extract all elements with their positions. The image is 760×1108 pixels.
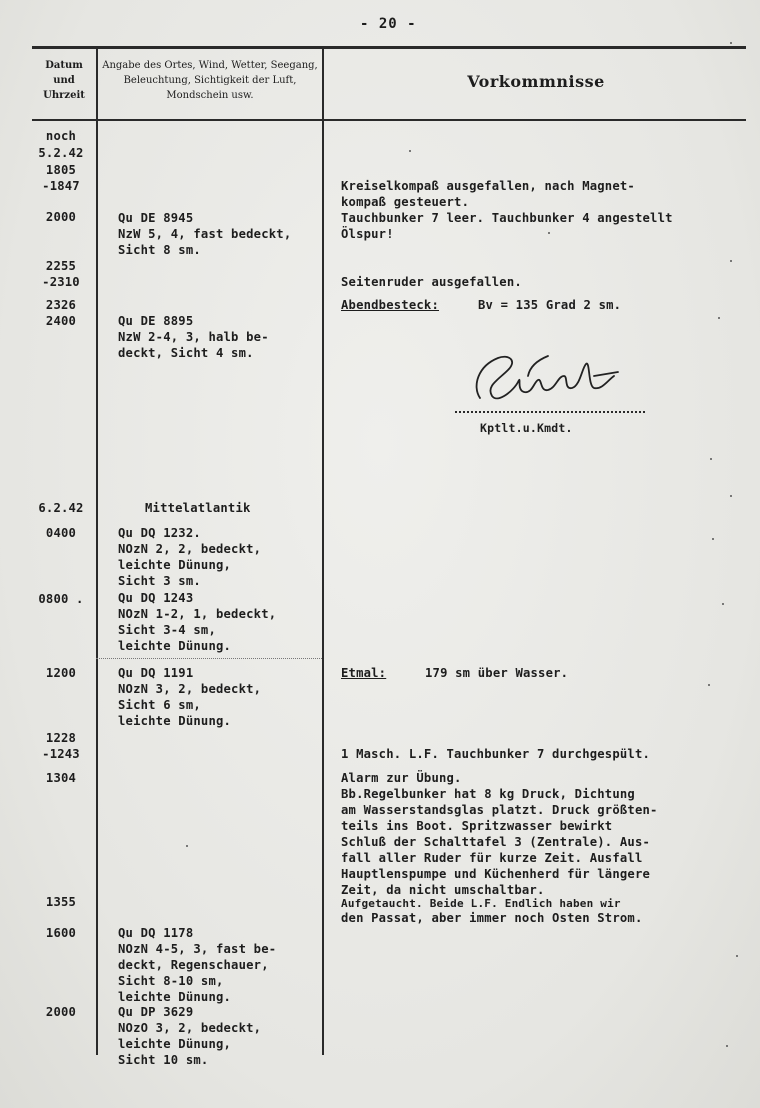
position-entry: Sicht 10 sm. xyxy=(118,1053,209,1067)
signatory-title: Kptlt.u.Kmdt. xyxy=(480,421,573,435)
scan-speck xyxy=(736,955,738,957)
position-entry: deckt, Sicht 4 sm. xyxy=(118,346,254,360)
position-entry: Sicht 3-4 sm, xyxy=(118,623,216,637)
scan-speck xyxy=(730,495,732,497)
evening-fix-label: Abendbesteck: xyxy=(341,298,439,312)
event-line: kompaß gesteuert. xyxy=(341,195,470,209)
position-entry: Qu DQ 1191 xyxy=(118,666,194,680)
signature-line xyxy=(455,411,645,413)
datetime-entry: 0800 . xyxy=(38,592,84,606)
event-line: Kreiselkompaß ausgefallen, nach Magnet- xyxy=(341,179,635,193)
position-entry: Qu DP 3629 xyxy=(118,1005,194,1019)
datetime-entry: 1600 xyxy=(45,926,77,940)
position-entry: NOzN 2, 2, bedeckt, xyxy=(118,542,262,556)
event-line: 1 Masch. L.F. Tauchbunker 7 durchgespült. xyxy=(341,747,651,761)
datetime-entry: 2255 xyxy=(45,259,77,273)
position-entry: NzW 2-4, 3, halb be- xyxy=(118,330,269,344)
datetime-entry: 2000 xyxy=(45,1005,77,1019)
event-line: fall aller Ruder für kurze Zeit. Ausfall xyxy=(341,851,643,865)
position-entry: Qu DE 8945 xyxy=(118,211,194,225)
position-entry: Sicht 8-10 sm, xyxy=(118,974,224,988)
datetime-entry: -1243 xyxy=(42,747,80,761)
event-line: Alarm zur Übung. xyxy=(341,771,462,785)
table-top-rule xyxy=(32,46,746,49)
datetime-entry: -2310 xyxy=(42,275,80,289)
scan-speck xyxy=(730,42,732,44)
table-header-rule xyxy=(32,119,746,121)
row-separator xyxy=(96,658,322,659)
header-date-time: Datum und Uhrzeit xyxy=(43,60,85,101)
event-line: Bv = 135 Grad 2 sm. xyxy=(478,298,622,312)
datetime-entry: 1228 xyxy=(45,731,77,745)
event-line: Zeit, da nicht umschaltbar. xyxy=(341,883,545,897)
position-entry: leichte Dünung. xyxy=(118,990,232,1004)
datetime-entry: 1355 xyxy=(45,895,77,909)
page-number: - 20 - xyxy=(360,16,417,32)
event-line: Seitenruder ausgefallen. xyxy=(341,275,522,289)
position-entry: Sicht 8 sm. xyxy=(118,243,201,257)
event-line: den Passat, aber immer noch Osten Strom. xyxy=(341,911,643,925)
datetime-entry: noch xyxy=(45,129,77,143)
datetime-entry: 1805 xyxy=(45,163,77,177)
header-location-weather: Angabe des Ortes, Wind, Wetter, Seegang, Beleuchtung, Sichtigkeit der Luft, Mondschein usw. xyxy=(102,60,318,101)
scan-speck xyxy=(726,1045,728,1047)
position-entry: leichte Dünung. xyxy=(118,639,232,653)
header-events: Vorkommnisse xyxy=(467,72,605,91)
event-line: teils ins Boot. Spritzwasser bewirkt xyxy=(341,819,613,833)
datetime-entry: 6.2.42 xyxy=(38,501,84,515)
position-entry: Sicht 6 sm, xyxy=(118,698,201,712)
scan-speck xyxy=(186,845,188,847)
position-entry: Qu DQ 1243 xyxy=(118,591,194,605)
datetime-entry: 2000 xyxy=(45,210,77,224)
datetime-entry: 1304 xyxy=(45,771,77,785)
datetime-entry: 2400 xyxy=(45,314,77,328)
event-line: Bb.Regelbunker hat 8 kg Druck, Dichtung xyxy=(341,787,635,801)
position-entry: Qu DE 8895 xyxy=(118,314,194,328)
position-entry: leichte Dünung, xyxy=(118,558,232,572)
position-entry: deckt, Regenschauer, xyxy=(118,958,269,972)
day-run-label: Etmal: xyxy=(341,666,387,680)
scan-speck xyxy=(722,603,724,605)
scan-speck xyxy=(708,684,710,686)
event-line: 179 sm über Wasser. xyxy=(425,666,569,680)
position-entry: leichte Dünung, xyxy=(118,1037,232,1051)
column-divider-1 xyxy=(96,49,98,1055)
scan-speck xyxy=(712,538,714,540)
region-label: Mittelatlantik xyxy=(145,501,251,515)
event-line: Tauchbunker 7 leer. Tauchbunker 4 angestellt xyxy=(341,211,673,225)
scan-speck xyxy=(718,317,720,319)
commander-signature xyxy=(468,346,638,416)
datetime-entry: 5.2.42 xyxy=(38,146,84,160)
position-entry: NOzO 3, 2, bedeckt, xyxy=(118,1021,262,1035)
position-entry: leichte Dünung. xyxy=(118,714,232,728)
position-entry: Qu DQ 1232. xyxy=(118,526,201,540)
event-line: Aufgetaucht. Beide L.F. Endlich haben wir xyxy=(341,897,621,910)
datetime-entry: 0400 xyxy=(45,526,77,540)
scan-speck xyxy=(710,458,712,460)
scan-speck xyxy=(548,232,550,234)
event-line: am Wasserstandsglas platzt. Druck größten- xyxy=(341,803,658,817)
scan-speck xyxy=(409,150,411,152)
event-line: Schluß der Schalttafel 3 (Zentrale). Aus- xyxy=(341,835,651,849)
position-entry: NOzN 4-5, 3, fast be- xyxy=(118,942,277,956)
position-entry: Qu DQ 1178 xyxy=(118,926,194,940)
column-divider-2 xyxy=(322,49,324,1055)
datetime-entry: 1200 xyxy=(45,666,77,680)
datetime-entry: 2326 xyxy=(45,298,77,312)
datetime-entry: -1847 xyxy=(42,179,80,193)
position-entry: NOzN 1-2, 1, bedeckt, xyxy=(118,607,277,621)
event-line: Hauptlenspumpe und Küchenherd für längere xyxy=(341,867,651,881)
position-entry: Sicht 3 sm. xyxy=(118,574,201,588)
event-line: Ölspur! xyxy=(341,227,394,241)
scan-speck xyxy=(730,260,732,262)
position-entry: NOzN 3, 2, bedeckt, xyxy=(118,682,262,696)
position-entry: NzW 5, 4, fast bedeckt, xyxy=(118,227,292,241)
